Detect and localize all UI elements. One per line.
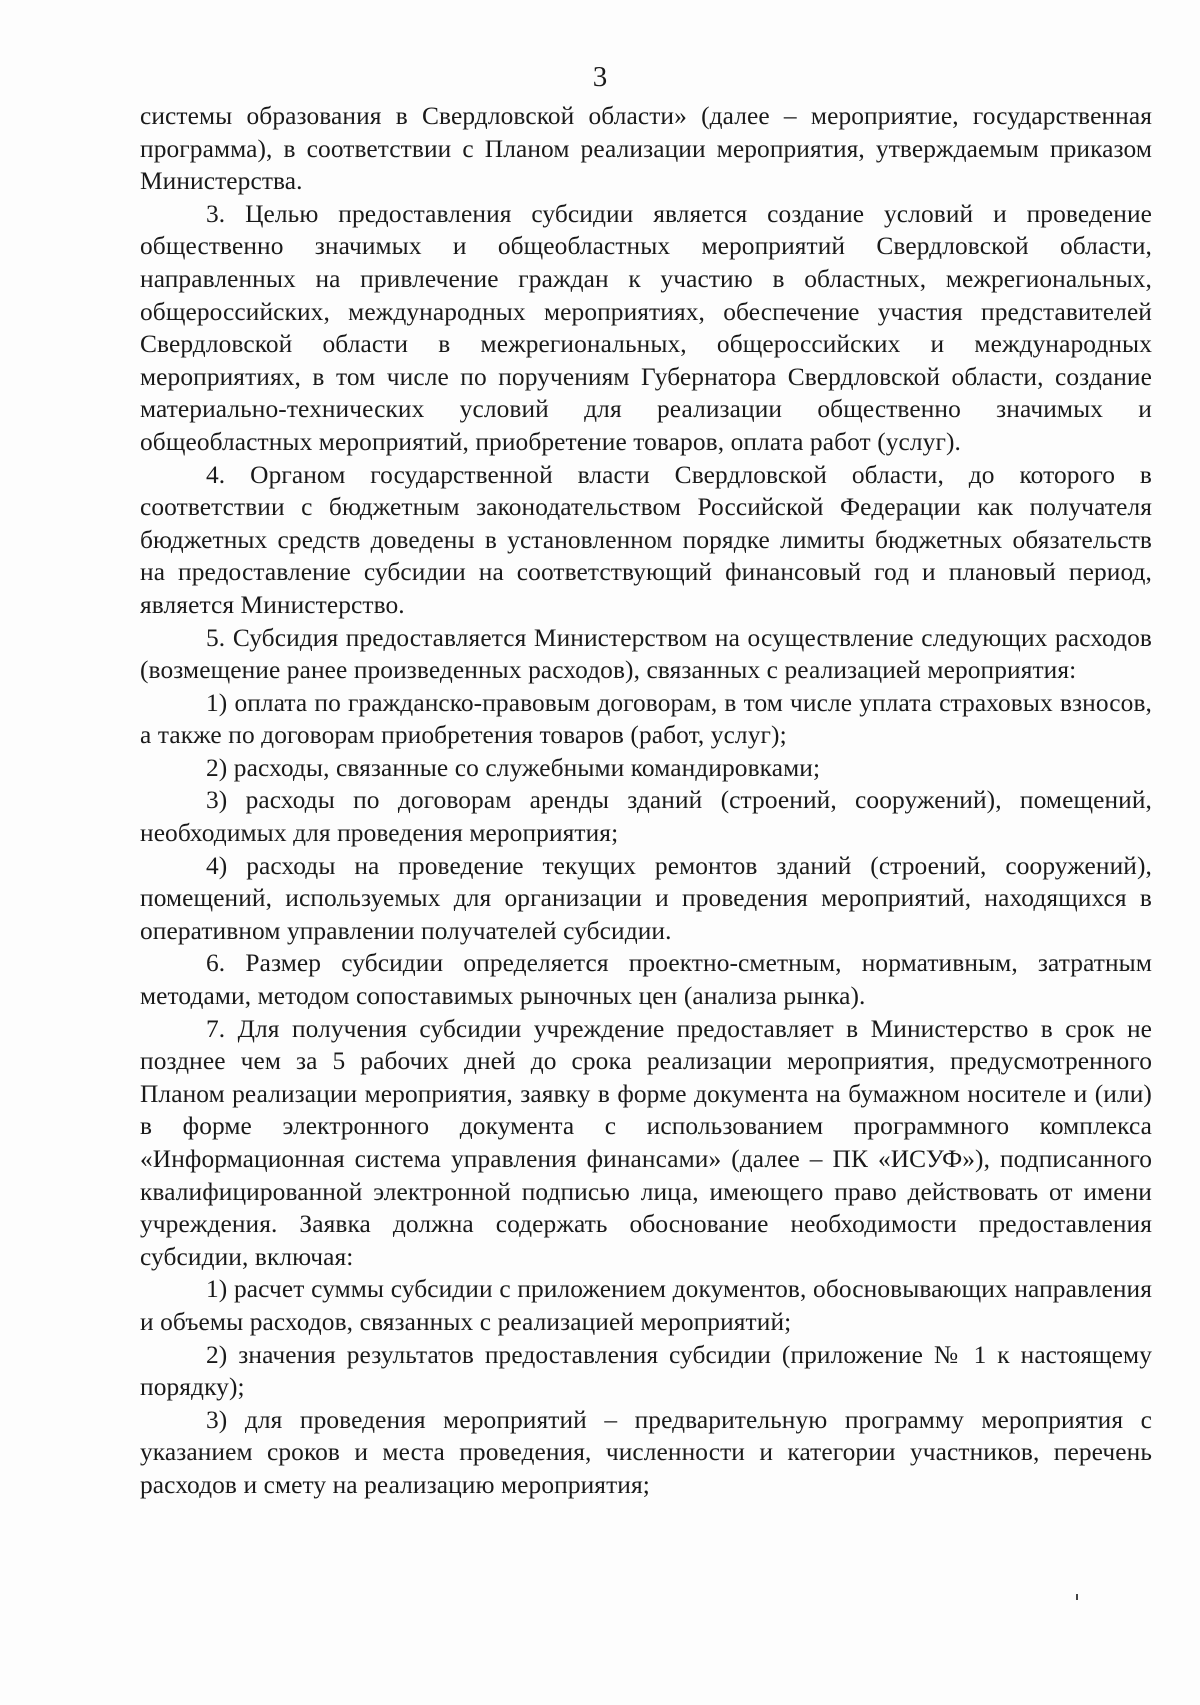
document-body <box>140 100 1152 1502</box>
paragraph-continuation: системы образования в Свердловской области» (далее – мероприятие, государственная программа), в соответствии с Планом реализации мероприятия, утверждаемым приказом Министерства. <box>140 102 1152 196</box>
paragraph-item-7: 7. Для получения субсидии учреждение предоставляет в Министерство в срок не позднее чем за 5 рабочих дней до срока реализации мероприятия, предусмотренного Планом реализации мероприятия, заявку в форме документа на бумажном носителе и (или) в форме электронного документа с использованием программного комплекса «Информационная система управления финансами» (далее – ПК «ИСУФ»), подписанного квалифицированной электронной подписью лица, имеющего право действовать от имени учреждения. Заявка должна содержать обоснование необходимости предоставления субсидии, включая: <box>140 1014 1152 1271</box>
paragraph-item-3: 3. Целью предоставления субсидии является создание условий и проведение общественно значимых и общеобластных мероприятий Свердловской области, направленных на привлечение граждан к участию в областных, межрегиональных, общероссийских, международных мероприятиях, обеспечение участия представителей Свердловской области в межрегиональных, общероссийских и международных мероприятиях, в том числе по поручениям Губернатора Свердловской области, создание материально-технических условий для реализации общественно значимых и общеобластных мероприятий, приобретение товаров, оплата работ (услуг). <box>140 199 1152 456</box>
subitem-7-2: 2) значения результатов предоставления субсидии (приложение № 1 к настоящему порядку); <box>140 1340 1152 1402</box>
scan-mark <box>1076 1594 1078 1600</box>
subitem-5-1: 1) оплата по гражданско-правовым договорам, в том числе уплата страховых взносов, а также по договорам приобретения товаров (работ, услуг); <box>140 688 1152 750</box>
subitem-7-1: 1) расчет суммы субсидии с приложением документов, обосновывающих направления и объемы расходов, связанных с реализацией мероприятий; <box>140 1275 1152 1336</box>
paragraph-item-5: 5. Субсидия предоставляется Министерством на осуществление следующих расходов (возмещение ранее произведенных расходов), связанных с реализацией мероприятия: <box>140 623 1152 685</box>
subitem-5-3: 3) расходы по договорам аренды зданий (строений, сооружений), помещений, необходимых для проведения мероприятия; <box>140 786 1152 848</box>
subitem-5-2: 2) расходы, связанные со служебными командировками; <box>206 753 821 782</box>
subitem-7-3: 3) для проведения мероприятий – предварительную программу мероприятия с указанием сроков и места проведения, численности и категории участников, перечень расходов и смету на реализацию мероприятия; <box>140 1405 1152 1499</box>
page-number: 3 <box>592 61 608 93</box>
paragraph-item-4: 4. Органом государственной власти Свердловской области, до которого в соответствии с бюджетным законодательством Российской Федерации как получателя бюджетных средств доведены в установленном порядке лимиты бюджетных обязательств на предоставление субсидии на соответствующий финансовый год и плановый период, является Министерство. <box>140 460 1152 619</box>
subitem-5-4: 4) расходы на проведение текущих ремонтов зданий (строений, сооружений), помещений, используемых для организации и проведения мероприятий, находящихся в оперативном управлении получателей субсидии. <box>140 851 1152 945</box>
paragraph-item-6: 6. Размер субсидии определяется проектно-сметным, нормативным, затратным методами, методом сопоставимых рыночных цен (анализа рынка). <box>140 949 1152 1011</box>
